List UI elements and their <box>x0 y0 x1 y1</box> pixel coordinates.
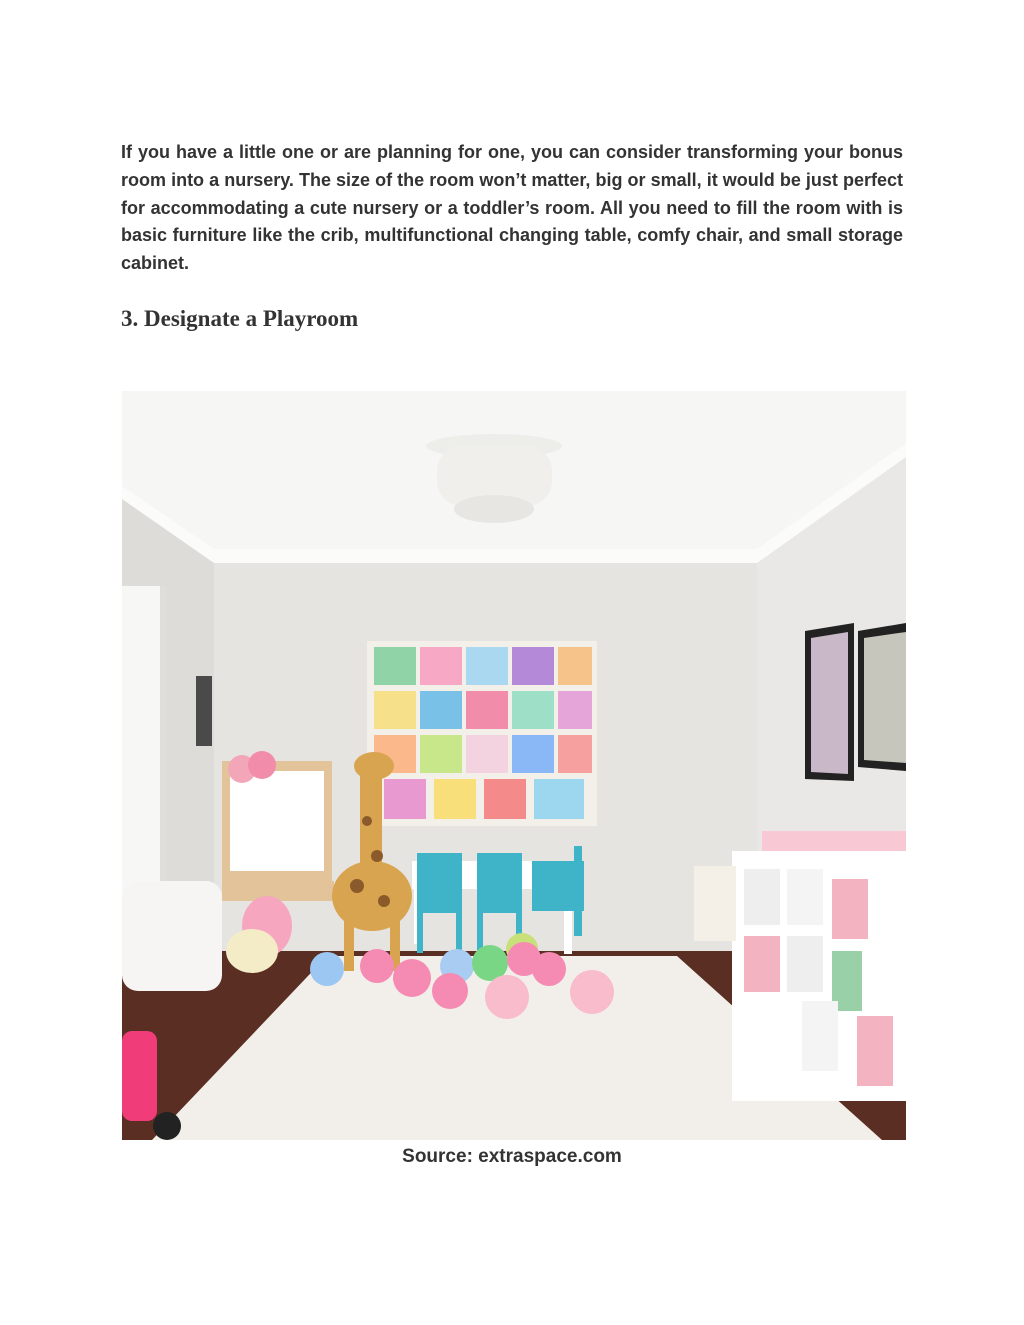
playroom-photo <box>122 391 906 1140</box>
body-paragraph: If you have a little one or are planning for one, you can consider transforming your bonus room into a nursery. The size of the room won’t matter, big or small, it would be just perfect for accommodating a cute nursery or a toddler’s room. All you need to fill the room with is basic furniture like the crib, multifunctional changing table, comfy chair, and small storage cabinet. <box>121 142 903 274</box>
section-heading: 3. Designate a Playroom <box>121 306 359 331</box>
image-caption: Source: extraspace.com <box>402 1146 622 1167</box>
